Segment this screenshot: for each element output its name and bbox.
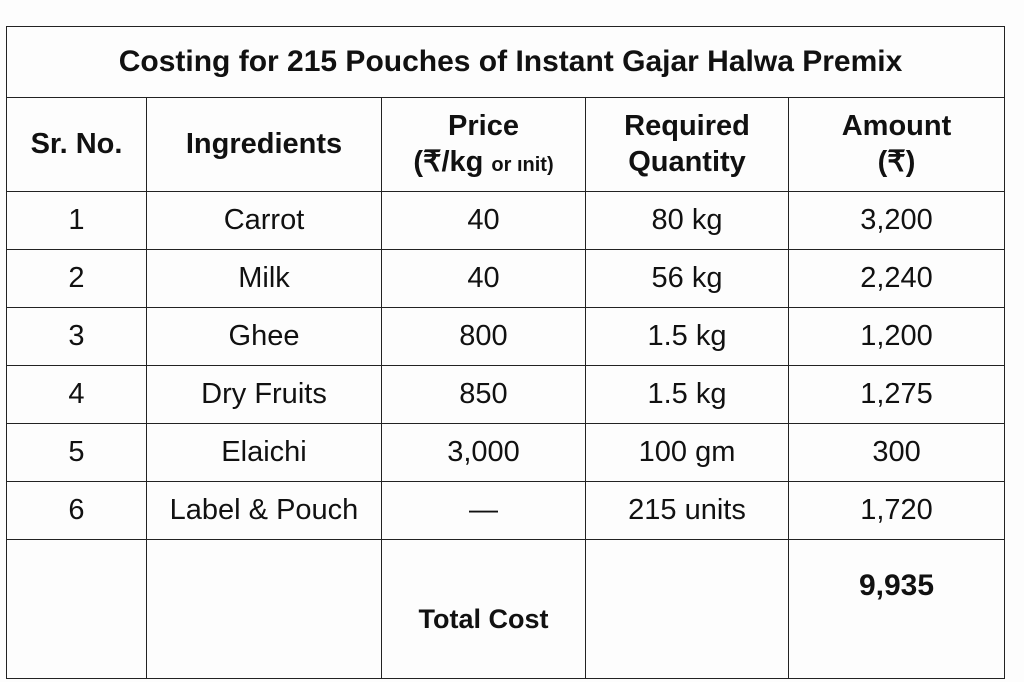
cell-price: 40 [382,250,586,308]
cell-quantity: 1.5 kg [586,366,789,424]
cell-sr-no: 4 [7,366,147,424]
header-amount-line1: Amount [841,110,952,143]
cell-price: 850 [382,366,586,424]
header-price-line1: Price [448,110,519,143]
table-row [7,366,1005,424]
header-sr-no: Sr. No. [7,98,147,192]
cell-amount: 1,200 [789,308,1005,366]
header-price [382,98,586,192]
total-empty-cell [7,540,147,679]
table-row [7,482,1005,540]
cell-price: — [382,482,586,540]
cell-sr-no: 5 [7,424,147,482]
header-ingredients: Ingredients [147,98,382,192]
cell-quantity: 100 gm [586,424,789,482]
total-cost-label: Total Cost [382,540,586,679]
cell-price: 40 [382,192,586,250]
header-qty-line1: Required [624,110,750,143]
costing-table [6,26,1005,679]
cell-price: 3,000 [382,424,586,482]
cell-ingredient: Dry Fruits [147,366,382,424]
cell-ingredient: Label & Pouch [147,482,382,540]
cell-amount: 2,240 [789,250,1005,308]
cell-quantity: 215 units [586,482,789,540]
cell-quantity: 80 kg [586,192,789,250]
cell-ingredient: Milk [147,250,382,308]
cell-price: 800 [382,308,586,366]
table-row [7,250,1005,308]
cell-quantity: 56 kg [586,250,789,308]
header-price-unit: (₹/kg [413,145,484,178]
cell-ingredient: Ghee [147,308,382,366]
header-amount-line2: (₹) [877,145,916,178]
header-amount [789,98,1005,192]
cell-sr-no: 2 [7,250,147,308]
table-title: Costing for 215 Pouches of Instant Gajar Halwa Premix [7,27,1005,98]
cell-amount: 1,720 [789,482,1005,540]
cell-sr-no: 6 [7,482,147,540]
header-qty-line2: Quantity [628,145,746,178]
cell-quantity: 1.5 kg [586,308,789,366]
cell-sr-no: 1 [7,192,147,250]
cell-ingredient: Carrot [147,192,382,250]
header-row [7,98,1005,192]
cell-sr-no: 3 [7,308,147,366]
table-row [7,192,1005,250]
cell-amount: 300 [789,424,1005,482]
table-row [7,424,1005,482]
total-cost-amount: 9,935 [789,540,1005,679]
header-price-unit-small: or ınit) [491,153,554,176]
table-row [7,308,1005,366]
cell-ingredient: Elaichi [147,424,382,482]
total-row [7,540,1005,679]
total-empty-cell [586,540,789,679]
cell-amount: 1,275 [789,366,1005,424]
total-empty-cell [147,540,382,679]
header-required-quantity [586,98,789,192]
cell-amount: 3,200 [789,192,1005,250]
